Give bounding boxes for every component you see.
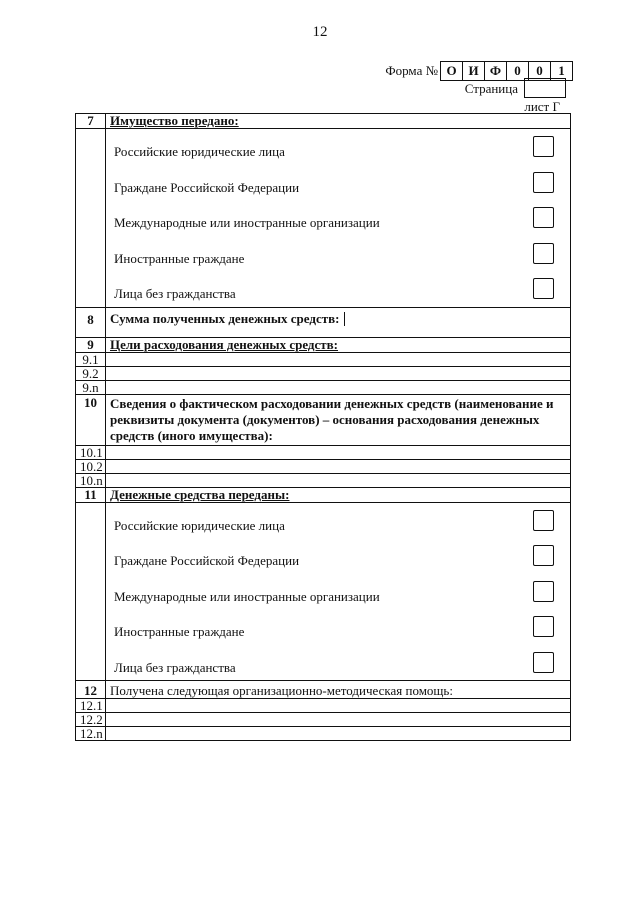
form-code-cell: О xyxy=(441,61,463,81)
option-row xyxy=(110,645,566,681)
section-number: 8 xyxy=(76,307,106,337)
row-number: 9.1 xyxy=(76,352,106,366)
table-row xyxy=(76,380,571,394)
option-label: Лица без гражданства xyxy=(114,286,236,301)
option-row xyxy=(110,538,566,574)
row-number: 9.n xyxy=(76,380,106,394)
section-11-title: Денежные средства переданы: xyxy=(110,486,290,502)
row-input[interactable] xyxy=(106,380,571,394)
option-label: Граждане Российской Федерации xyxy=(114,553,300,568)
form-code-cell: 0 xyxy=(529,61,551,81)
section-7-header xyxy=(76,114,571,129)
form-code-cell: И xyxy=(463,61,485,81)
table-row xyxy=(76,366,571,380)
option-checkbox[interactable] xyxy=(533,510,554,531)
report-form-table xyxy=(75,113,571,741)
page-label: Страница xyxy=(464,81,518,96)
option-row xyxy=(110,609,566,645)
option-label: Международные или иностранные организации xyxy=(114,588,380,604)
form-number-label: Форма № xyxy=(385,63,438,78)
section-12-header xyxy=(76,681,571,699)
row-input[interactable] xyxy=(106,366,571,380)
row-number: 12.n xyxy=(76,727,106,741)
option-row xyxy=(110,271,566,307)
table-row xyxy=(76,713,571,727)
row-input[interactable] xyxy=(106,699,571,713)
table-row xyxy=(76,352,571,366)
option-row xyxy=(110,503,566,539)
section-number: 12 xyxy=(76,681,106,699)
table-row xyxy=(76,473,571,487)
row-input[interactable] xyxy=(106,713,571,727)
section-7-options xyxy=(76,129,571,308)
row-number: 10.n xyxy=(76,473,106,487)
section-number: 9 xyxy=(76,337,106,352)
section-11-header xyxy=(76,487,571,502)
section-12-title: Получена следующая организационно-методическая помощь: xyxy=(110,683,453,698)
table-row xyxy=(76,699,571,713)
option-label: Российские юридические лица xyxy=(114,144,285,159)
section-number: 10 xyxy=(76,394,106,445)
section-10-title: Сведения о фактическом расходовании денежных средств (наименование и реквизиты документа (документов) – основания расходования денежных средств (иного имущества): xyxy=(106,394,571,445)
option-checkbox[interactable] xyxy=(533,243,554,264)
page-number: 12 xyxy=(312,24,328,40)
option-row xyxy=(110,165,566,201)
table-row xyxy=(76,727,571,741)
row-input[interactable] xyxy=(106,445,571,459)
table-row xyxy=(76,459,571,473)
section-8-title: Сумма полученных денежных средств: xyxy=(110,312,345,326)
option-row xyxy=(110,574,566,610)
table-row xyxy=(76,445,571,459)
option-checkbox[interactable] xyxy=(533,207,554,228)
option-checkbox[interactable] xyxy=(533,172,554,193)
option-checkbox[interactable] xyxy=(533,545,554,566)
section-9-title: Цели расходования денежных средств: xyxy=(110,336,339,352)
option-label: Российские юридические лица xyxy=(114,517,285,533)
section-9-header xyxy=(76,337,571,352)
row-number: 10.2 xyxy=(76,459,106,473)
option-checkbox[interactable] xyxy=(533,581,554,602)
option-checkbox[interactable] xyxy=(533,136,554,157)
option-checkbox[interactable] xyxy=(533,278,554,299)
option-label: Иностранные граждане xyxy=(114,624,245,639)
section-number: 11 xyxy=(76,487,106,502)
sheet-label: лист Г xyxy=(524,99,560,114)
row-number: 12.2 xyxy=(76,713,106,727)
row-input[interactable] xyxy=(106,352,571,366)
option-label: Лица без гражданства xyxy=(114,659,236,675)
row-number: 10.1 xyxy=(76,445,106,459)
form-code-cell: 0 xyxy=(507,61,529,81)
section-8-row xyxy=(76,307,571,337)
option-row xyxy=(110,129,566,165)
section-10-header xyxy=(76,394,571,445)
row-number: 12.1 xyxy=(76,699,106,713)
row-input[interactable] xyxy=(106,473,571,487)
row-number: 9.2 xyxy=(76,366,106,380)
section-number: 7 xyxy=(76,114,106,129)
option-row xyxy=(110,236,566,272)
page-number-field[interactable] xyxy=(524,78,566,98)
form-code-cell: 1 xyxy=(551,61,573,81)
option-label: Международные или иностранные организации xyxy=(114,215,380,230)
section-11-options xyxy=(76,502,571,681)
option-label: Иностранные граждане xyxy=(114,250,245,266)
section-7-title: Имущество передано: xyxy=(110,113,239,128)
option-checkbox[interactable] xyxy=(533,616,554,637)
option-row xyxy=(110,200,566,236)
form-code-cell: Ф xyxy=(485,61,507,81)
row-input[interactable] xyxy=(106,459,571,473)
row-input[interactable] xyxy=(106,727,571,741)
option-label: Граждане Российской Федерации xyxy=(114,179,300,195)
option-checkbox[interactable] xyxy=(533,652,554,673)
